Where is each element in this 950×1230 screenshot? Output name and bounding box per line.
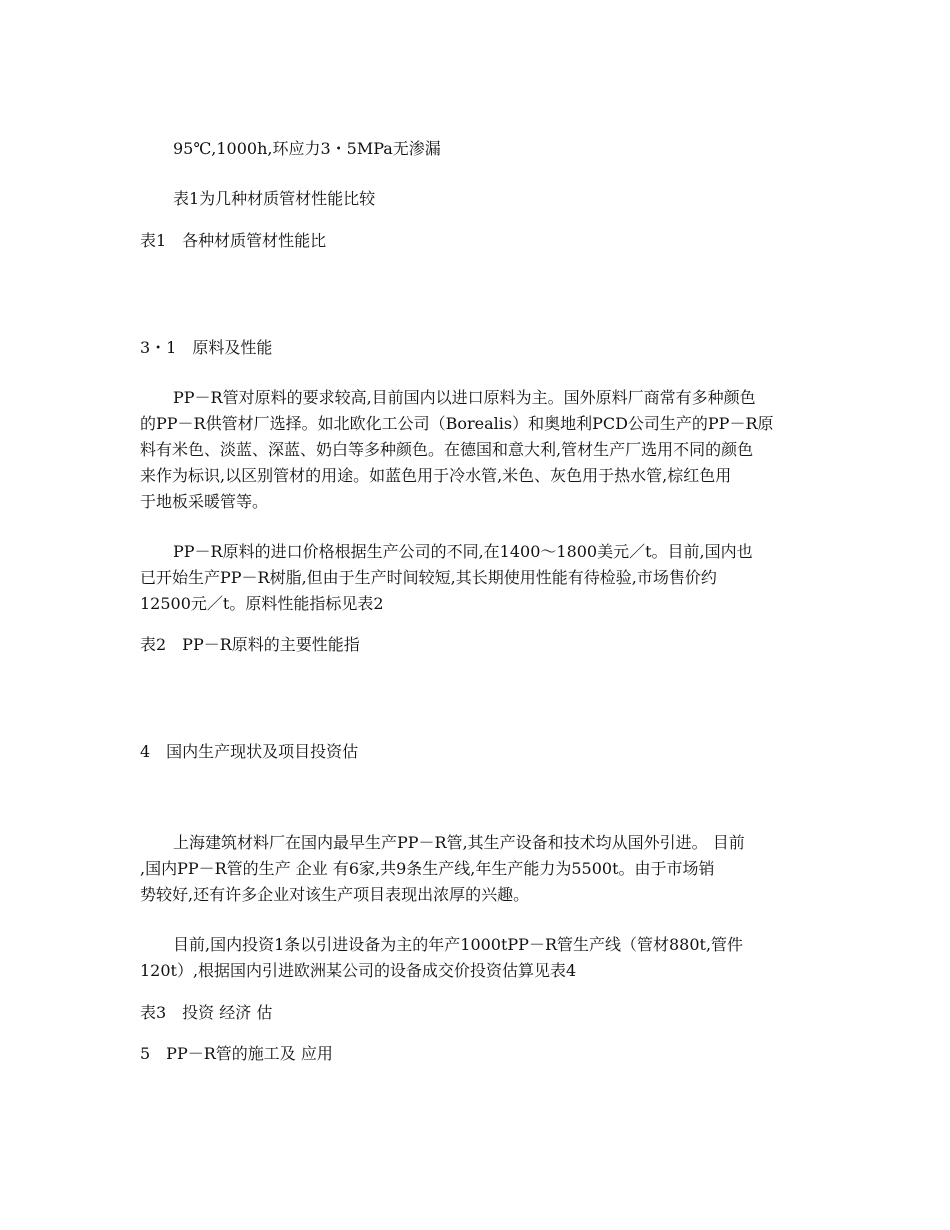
section-5-heading: 5 PP－R管的施工及 应用 <box>140 1044 333 1063</box>
paragraph-line: 120t）,根据国内引进欧洲某公司的设备成交价投资估算见表4 <box>140 961 577 980</box>
paragraph-line: 势较好,还有许多企业对该生产项目表现出浓厚的兴趣。 <box>140 885 530 904</box>
paragraph-line: 来作为标识,以区别管材的用途。如蓝色用于冷水管,米色、灰色用于热水管,棕红色用 <box>140 466 732 485</box>
paragraph-line: PP－R原料的进口价格根据生产公司的不同,在1400～1800美元／t。目前,国内也 <box>173 542 753 561</box>
section-3-1-heading: 3・1 原料及性能 <box>140 338 273 357</box>
paragraph-line: 料有米色、淡蓝、深蓝、奶白等多种颜色。在德国和意大利,管材生产厂选用不同的颜色 <box>140 440 754 459</box>
paragraph-line: PP－R管对原料的要求较高,目前国内以进口原料为主。国外原料厂商常有多种颜色 <box>173 388 756 407</box>
paragraph-line: 的PP－R供管材厂选择。如北欧化工公司（Borealis）和奥地利PCD公司生产的PP－R原 <box>140 414 774 433</box>
table1-intro-text: 表1为几种材质管材性能比较 <box>173 189 376 208</box>
paragraph-line: 已开始生产PP－R树脂,但由于生产时间较短,其长期使用性能有待检验,市场售价约 <box>140 568 717 587</box>
paragraph-line: ,国内PP－R管的生产 企业 有6家,共9条生产线,年生产能力为5500t。由于市场销 <box>140 859 715 878</box>
table2-caption: 表2 PP－R原料的主要性能指 <box>140 635 360 654</box>
paragraph-line: 于地板采暖管等。 <box>140 492 269 511</box>
table1-caption: 表1 各种材质管材性能比 <box>140 231 327 250</box>
paragraph-line: 目前,国内投资1条以引进设备为主的年产1000tPP－R管生产线（管材880t,管件 <box>173 935 744 954</box>
test-condition-text: 95℃,1000h,环应力3・5MPa无渗漏 <box>173 139 441 158</box>
paragraph-line: 上海建筑材料厂在国内最早生产PP－R管,其生产设备和技术均从国外引进。 目前 <box>173 833 745 852</box>
paragraph-line: 12500元／t。原料性能指标见表2 <box>140 594 384 613</box>
section-4-heading: 4 国内生产现状及项目投资估 <box>140 742 359 761</box>
table3-caption: 表3 投资 经济 估 <box>140 1003 273 1022</box>
